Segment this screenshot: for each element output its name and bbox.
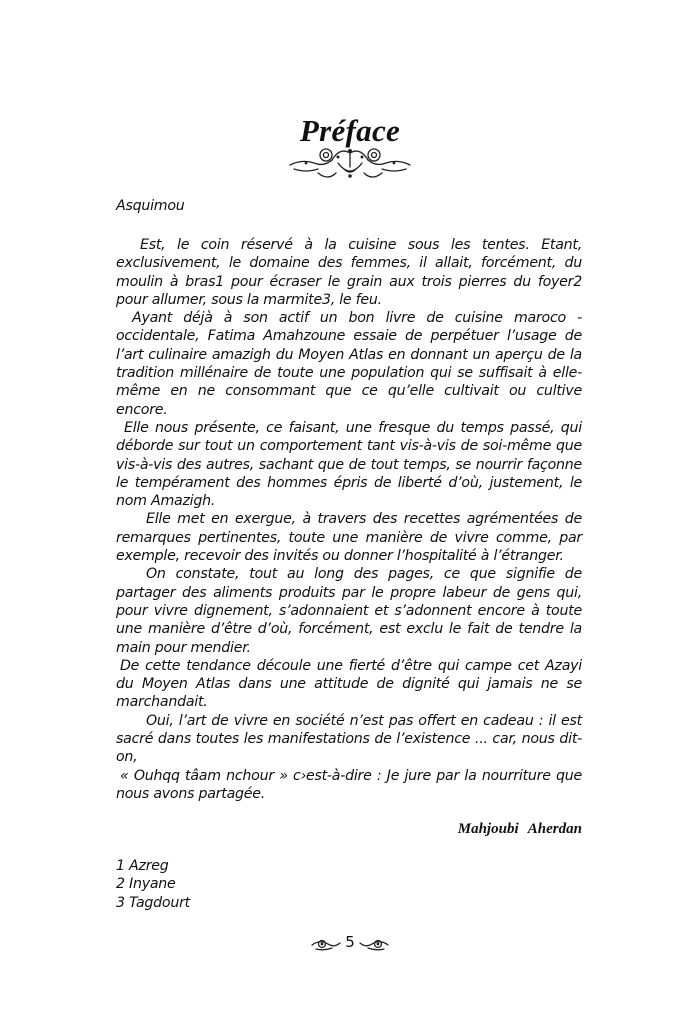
- paragraph: On constate, tout au long des pages, ce que signifie de partager des aliments produits par le propre labeur de gens qui, pour vivre dignement, s’adonnaient et s’adonnent encore à toute une manière d’être d’où, forcément, est exclu le fait de tendre la main pour mendier.: [116, 566, 582, 656]
- page-title: Préface: [299, 113, 401, 148]
- paragraph: De cette tendance découle une fierté d’être qui campe cet Azayi du Moyen Atlas dans une attitude de dignité qui jamais ne se marchandait.: [116, 657, 582, 711]
- paragraph: « Ouhqq tâam nchour » c›est-à-dire : Je jure par la nourriture que nous avons partagée.: [116, 767, 582, 802]
- author-signature: Mahjoubi Aherdan: [457, 821, 582, 837]
- footnotes: [116, 857, 582, 912]
- flourish-right-icon: [358, 936, 390, 952]
- preface-body: [116, 236, 582, 803]
- footnote: 2 Inyane: [116, 876, 176, 893]
- paragraph: Est, le coin réservé à la cuisine sous les tentes. Etant, exclusivement, le domaine des femmes, il allait, forcément, du moulin à bras1 pour écraser le grain aux trois pierres du foyer2 pour allumer, sous la marmite3, le feu.: [116, 237, 582, 308]
- paragraph: Oui, l’art de vivre en société n’est pas offert en cadeau : il est sacré dans toutes les manifestations de l’existence ... car, nous dit-on,: [116, 712, 582, 766]
- flourish-left-icon: [310, 936, 342, 952]
- page-number: 5: [345, 933, 355, 951]
- paragraph: Ayant déjà à son actif un bon livre de cuisine maroco -occidentale, Fatima Amahzoune essaie de perpétuer l’usage de l’art culinaire amazigh du Moyen Atlas en donnant un aperçu de la tradition millénaire de toute une population qui se suffisait à elle-même en ne consommant que ce qu’elle cultivait ou cultive encore.: [116, 310, 582, 418]
- page-number-block: [310, 933, 390, 955]
- paragraph: Elle met en exergue, à travers des recettes agrémentées de remarques pertinentes, toute une manière de vivre comme, par exemple, recevoir des invités ou donner l’hospitalité à l’étranger.: [116, 511, 582, 565]
- footnote: 1 Azreg: [116, 858, 169, 874]
- decorative-flourish-icon: [288, 143, 412, 183]
- footnote: 3 Tagdourt: [116, 894, 190, 911]
- salutation: Asquimou: [116, 198, 185, 214]
- paragraph: Elle nous présente, ce faisant, une fresque du temps passé, qui déborde sur tout un comportement tant vis-à-vis de soi-même que vis-à-vis des autres, sachant que de tout temps, se nourrir façonne le tempérament des hommes épris de liberté d’où, justement, le nom Amazigh.: [116, 419, 582, 510]
